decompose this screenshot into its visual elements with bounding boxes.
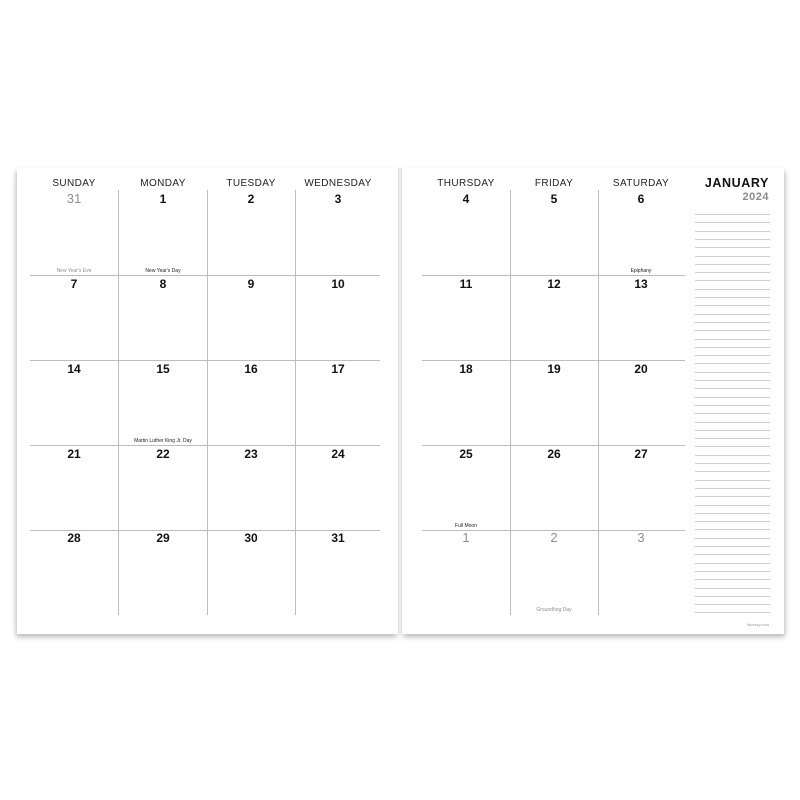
grid-hline (30, 530, 380, 531)
note-line (695, 264, 770, 265)
day-number[interactable]: 2 (550, 530, 558, 545)
day-number[interactable]: 3 (637, 530, 645, 545)
day-number[interactable]: 13 (634, 277, 648, 291)
holiday-new-years-eve: New Year's Eve (56, 268, 92, 274)
note-line (695, 214, 770, 215)
note-line (695, 239, 770, 240)
note-line (695, 405, 770, 406)
note-line (695, 579, 770, 580)
note-line (695, 330, 770, 331)
note-line (695, 571, 770, 572)
month-title: JANUARY (704, 176, 769, 190)
note-line (695, 388, 770, 389)
note-line (695, 422, 770, 423)
day-number[interactable]: 12 (547, 277, 561, 291)
grid-hline (30, 275, 380, 276)
spine (398, 168, 402, 634)
note-line (695, 446, 770, 447)
note-line (695, 529, 770, 530)
grid-vline (510, 190, 511, 615)
weekday-sunday: SUNDAY (52, 178, 96, 189)
note-line (695, 521, 770, 522)
day-number[interactable]: 4 (462, 192, 470, 206)
day-number[interactable]: 6 (637, 192, 645, 206)
note-line (695, 546, 770, 547)
note-line (695, 596, 770, 597)
note-line (695, 480, 770, 481)
day-number[interactable]: 20 (634, 362, 648, 376)
note-line (695, 455, 770, 456)
day-number[interactable]: 14 (67, 362, 81, 376)
day-number[interactable]: 17 (331, 362, 345, 376)
day-number[interactable]: 31 (331, 531, 345, 545)
weekday-saturday: SATURDAY (612, 178, 670, 189)
note-line (695, 496, 770, 497)
note-line (695, 289, 770, 290)
day-number[interactable]: 21 (67, 447, 81, 461)
note-line (695, 363, 770, 364)
day-number[interactable]: 7 (70, 277, 78, 291)
day-number[interactable]: 16 (244, 362, 258, 376)
day-number[interactable]: 27 (634, 447, 648, 461)
note-line (695, 488, 770, 489)
note-line (695, 471, 770, 472)
day-number[interactable]: 18 (459, 362, 473, 376)
day-number[interactable]: 2 (247, 192, 255, 206)
day-number[interactable]: 3 (334, 192, 342, 206)
note-line (695, 588, 770, 589)
day-number[interactable]: 8 (159, 277, 167, 291)
footer-url: bluesky.com (747, 622, 769, 627)
grid-vline (207, 190, 208, 615)
note-line (695, 372, 770, 373)
grid-hline (422, 360, 685, 361)
day-number[interactable]: 10 (331, 277, 345, 291)
note-line (695, 397, 770, 398)
note-line (695, 322, 770, 323)
note-line (695, 463, 770, 464)
day-number[interactable]: 23 (244, 447, 258, 461)
note-line (695, 314, 770, 315)
grid-vline (295, 190, 296, 615)
note-line (695, 222, 770, 223)
day-number[interactable]: 29 (156, 531, 170, 545)
day-number[interactable]: 31 (66, 191, 82, 206)
note-line (695, 554, 770, 555)
note-line (695, 413, 770, 414)
note-line (695, 505, 770, 506)
note-line (695, 438, 770, 439)
grid-hline (422, 445, 685, 446)
note-line (695, 256, 770, 257)
note-line (695, 305, 770, 306)
note-line (695, 272, 770, 273)
grid-hline (30, 445, 380, 446)
weekday-tuesday: TUESDAY (226, 178, 276, 189)
note-line (695, 347, 770, 348)
note-line (695, 513, 770, 514)
note-line (695, 430, 770, 431)
day-number[interactable]: 30 (244, 531, 258, 545)
day-number[interactable]: 28 (67, 531, 81, 545)
day-number[interactable]: 1 (462, 530, 470, 545)
note-line (695, 339, 770, 340)
holiday-epiphany: Epiphany (630, 268, 652, 274)
day-number[interactable]: 15 (156, 362, 170, 376)
note-line (695, 604, 770, 605)
weekday-thursday: THURSDAY (437, 178, 495, 189)
grid-hline (30, 360, 380, 361)
holiday-full-moon: Full Moon (455, 523, 477, 529)
weekday-friday: FRIDAY (534, 178, 574, 189)
day-number[interactable]: 5 (550, 192, 558, 206)
day-number[interactable]: 24 (331, 447, 345, 461)
day-number[interactable]: 25 (459, 447, 473, 461)
holiday-mlk-day: Martin Luther King Jr. Day (134, 438, 192, 444)
day-number[interactable]: 1 (159, 192, 167, 206)
note-line (695, 563, 770, 564)
note-line (695, 380, 770, 381)
day-number[interactable]: 9 (247, 277, 255, 291)
weekday-monday: MONDAY (140, 178, 186, 189)
day-number[interactable]: 11 (459, 277, 473, 291)
day-number[interactable]: 26 (547, 447, 561, 461)
holiday-groundhog-day: Groundhog Day (536, 607, 572, 613)
note-line (695, 231, 770, 232)
day-number[interactable]: 22 (156, 447, 170, 461)
grid-hline (422, 275, 685, 276)
note-line (695, 355, 770, 356)
year-title: 2024 (742, 191, 769, 203)
day-number[interactable]: 19 (547, 362, 561, 376)
holiday-new-years-day: New Year's Day (145, 268, 181, 274)
weekday-wednesday: WEDNESDAY (304, 178, 372, 189)
grid-vline (598, 190, 599, 615)
right-page (402, 168, 784, 634)
note-line (695, 538, 770, 539)
note-line (695, 280, 770, 281)
note-line (695, 297, 770, 298)
note-line (695, 247, 770, 248)
grid-vline (118, 190, 119, 615)
note-line (695, 612, 770, 613)
